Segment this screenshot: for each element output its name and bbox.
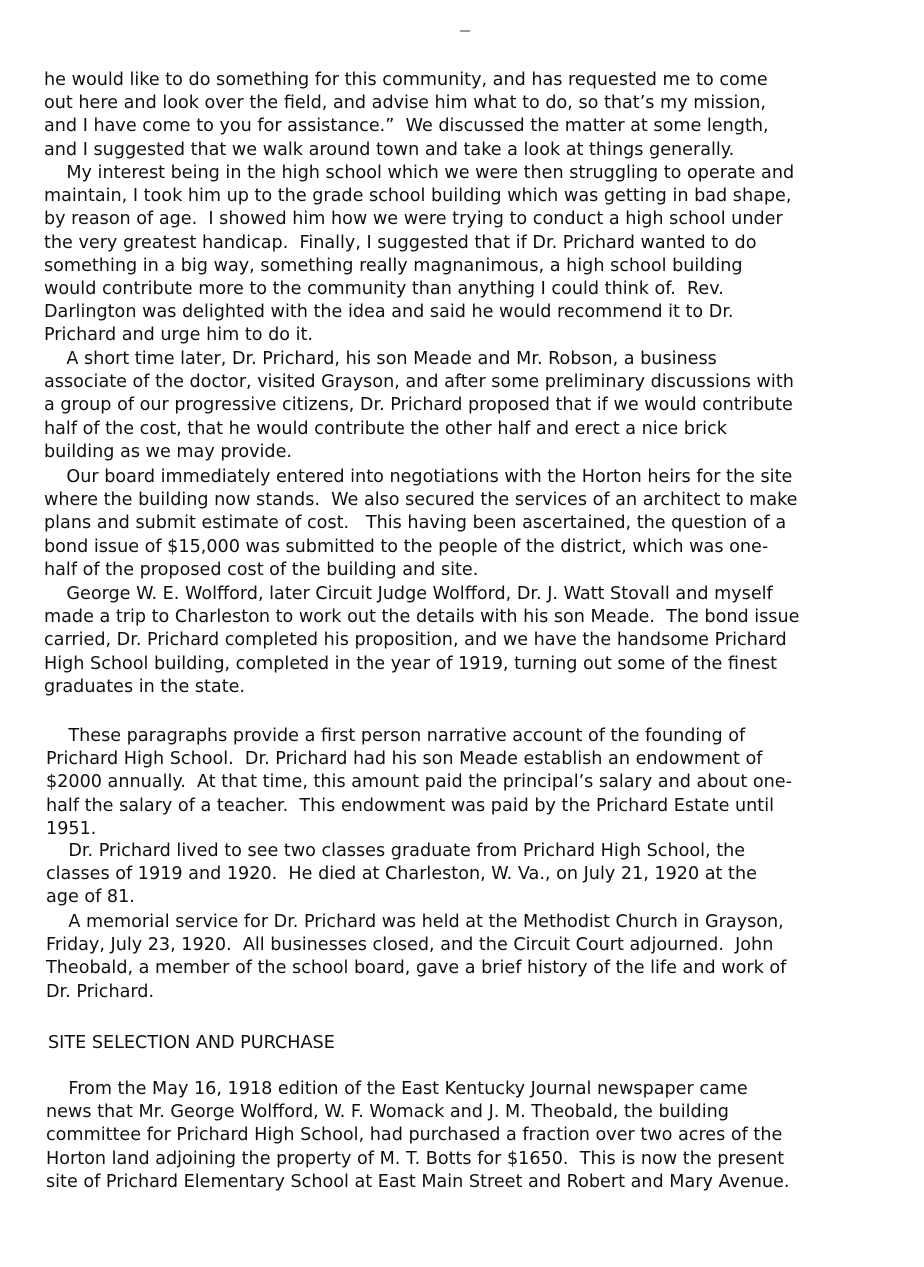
- text-line: news that Mr. George Wolfford, W. F. Womack and J. M. Theobald, the building: [46, 1102, 729, 1123]
- text-line: building as we may provide.: [44, 441, 292, 462]
- text-line: Prichard High School. Dr. Prichard had his son Meade establish an endowment of: [46, 749, 763, 770]
- text-line: and I have come to you for assistance.” We discussed the matter at some length,: [44, 116, 769, 137]
- text-line: Dr. Prichard.: [46, 981, 155, 1002]
- paragraph-5: [44, 583, 894, 699]
- paragraph-7: [46, 840, 896, 910]
- text-line: half the salary of a teacher. This endowment was paid by the Prichard Estate until: [46, 795, 774, 816]
- text-line: committee for Prichard High School, had purchased a fraction over two acres of the: [46, 1125, 783, 1146]
- text-line: Dr. Prichard lived to see two classes graduate from Prichard High School, the: [46, 841, 746, 861]
- text-line: out here and look over the field, and advise him what to do, so that’s my mission,: [44, 93, 766, 114]
- page-mark: [460, 30, 470, 32]
- text-line: $2000 annually. At that time, this amount paid the principal’s salary and about one-: [46, 772, 792, 793]
- paragraph-4: [44, 466, 894, 582]
- text-line: graduates in the state.: [44, 676, 246, 697]
- paragraph-1: [44, 69, 894, 162]
- text-line: These paragraphs provide a first person narrative account of the founding of: [46, 726, 746, 746]
- text-line: he would like to do something for this community, and has requested me to come: [44, 70, 768, 90]
- text-line: Friday, July 23, 1920. All businesses closed, and the Circuit Court adjourned. John: [46, 935, 774, 956]
- paragraph-3: [44, 348, 894, 464]
- text-line: From the May 16, 1918 edition of the East Kentucky Journal newspaper came: [46, 1079, 748, 1099]
- text-line: bond issue of $15,000 was submitted to the people of the district, which was one-: [44, 536, 769, 557]
- text-line: A memorial service for Dr. Prichard was held at the Methodist Church in Grayson,: [46, 912, 784, 932]
- text-line: site of Prichard Elementary School at East Main Street and Robert and Mary Avenue.: [46, 1171, 790, 1192]
- text-line: half of the proposed cost of the building and site.: [44, 559, 479, 580]
- text-line: where the building now stands. We also secured the services of an architect to make: [44, 490, 798, 511]
- paragraph-8: [46, 911, 896, 1004]
- text-line: George W. E. Wolfford, later Circuit Judge Wolfford, Dr. J. Watt Stovall and myself: [44, 584, 773, 604]
- text-line: by reason of age. I showed him how we were trying to conduct a high school under: [44, 209, 783, 230]
- text-line: would contribute more to the community than anything I could think of. Rev.: [44, 279, 724, 300]
- text-line: made a trip to Charleston to work out the details with his son Meade. The bond issue: [44, 607, 800, 628]
- text-line: and I suggested that we walk around town and take a look at things generally.: [44, 139, 735, 160]
- text-line: half of the cost, that he would contribute the other half and erect a nice brick: [44, 418, 727, 439]
- text-line: Darlington was delighted with the idea and said he would recommend it to Dr.: [44, 302, 734, 323]
- text-line: age of 81.: [46, 887, 135, 908]
- text-line: Our board immediately entered into negotiations with the Horton heirs for the site: [44, 467, 793, 487]
- section-heading: SITE SELECTION AND PURCHASE: [48, 1033, 335, 1053]
- text-line: High School building, completed in the year of 1919, turning out some of the finest: [44, 653, 778, 674]
- text-line: associate of the doctor, visited Grayson, and after some preliminary discussions with: [44, 372, 794, 393]
- text-line: Prichard and urge him to do it.: [44, 325, 313, 346]
- text-line: 1951.: [46, 818, 97, 839]
- text-line: Theobald, a member of the school board, gave a brief history of the life and work of: [46, 958, 787, 979]
- paragraph-9: [46, 1078, 896, 1194]
- text-line: A short time later, Dr. Prichard, his son Meade and Mr. Robson, a business: [44, 349, 717, 369]
- text-line: plans and submit estimate of cost. This having been ascertained, the question of a: [44, 513, 787, 534]
- paragraph-6: [46, 725, 896, 841]
- text-line: maintain, I took him up to the grade school building which was getting in bad shape,: [44, 186, 792, 207]
- text-line: a group of our progressive citizens, Dr. Prichard proposed that if we would contribute: [44, 395, 793, 416]
- text-line: the very greatest handicap. Finally, I suggested that if Dr. Prichard wanted to do: [44, 232, 757, 253]
- text-line: Horton land adjoining the property of M. T. Botts for $1650. This is now the present: [46, 1148, 785, 1169]
- paragraph-2: [44, 162, 894, 348]
- text-line: carried, Dr. Prichard completed his proposition, and we have the handsome Prichard: [44, 630, 787, 651]
- text-line: something in a big way, something really magnanimous, a high school building: [44, 255, 743, 276]
- text-line: classes of 1919 and 1920. He died at Charleston, W. Va., on July 21, 1920 at the: [46, 864, 757, 885]
- text-line: My interest being in the high school which we were then struggling to operate and: [44, 163, 795, 183]
